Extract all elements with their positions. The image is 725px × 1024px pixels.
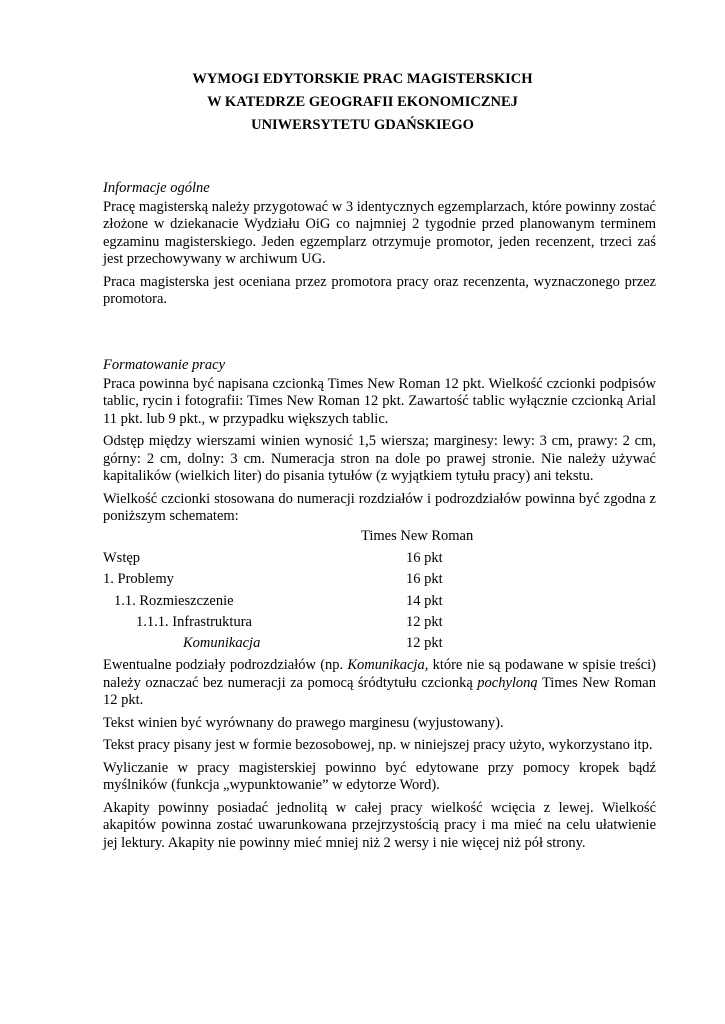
paragraph: Pracę magisterską należy przygotować w 3 identycznych egzemplarzach, które powinny zostać złożone w dziekanacie Wydziału OiG co najmniej 2 tygodnie przed planowanym terminem egzaminu magisterskiego. Jeden egzemplarz otrzymuje promotor, jeden recenzent, trzeci zaś jest przechowywany w archiwum UG. <box>103 198 656 267</box>
paragraph: Praca powinna być napisana czcionką Times New Roman 12 pkt. Wielkość czcionki podpisów tablic, rycin i fotografii: Times New Roman 12 pkt. Zawartość tablic wyłącznie czcionką Arial 11 pkt. lub 9 pkt., w przypadku większych tablic. <box>103 375 656 427</box>
document-title <box>0 68 725 137</box>
paragraph: Wyliczanie w pracy magisterskiej powinno być edytowane przy pomocy kropek bądź myślników (funkcja „wypunktowanie” w edytorze Word). <box>103 759 656 793</box>
paragraph: Wielkość czcionki stosowana do numeracji rozdziałów i podrozdziałów powinna być zgodna z poniższym schematem: <box>103 490 656 524</box>
paragraph: Praca magisterska jest oceniana przez promotora pracy oraz recenzenta, wyznaczonego przez promotora. <box>103 273 656 307</box>
paragraph: Akapity powinny posiadać jednolitą w całej pracy wielkość wcięcia z lewej. Wielkość akapitów powinna zostać uwarunkowana przejrzystością pracy i ma mieć na celu ułatwienie jej lektury. Akapity nie powinny mieć mniej niż 2 wersy i nie więcej niż pół strony. <box>103 799 656 851</box>
scheme-font-header: Times New Roman <box>361 528 474 544</box>
section-format <box>103 357 656 531</box>
scheme-row-size: 16 pkt <box>406 550 443 566</box>
title-line-3: UNIWERSYTETU GDAŃSKIEGO <box>251 117 474 133</box>
title-line-1: WYMOGI EDYTORSKIE PRAC MAGISTERSKICH <box>192 71 533 87</box>
section-heading-format: Formatowanie pracy <box>103 357 226 373</box>
paragraph: Ewentualne podziały podrozdziałów (np. Komunikacja, które nie są podawane w spisie treści) należy oznaczać bez numeracji za pomocą śródtytułu czcionką pochyloną Times New Roman 12 pkt. <box>103 657 656 708</box>
section-rules <box>103 657 656 857</box>
scheme-row-size: 12 pkt <box>406 635 443 651</box>
scheme-row <box>103 614 503 634</box>
scheme-row-label: 1.1. Rozmieszczenie <box>114 593 234 609</box>
scheme-row <box>103 635 503 655</box>
scheme-row-size: 16 pkt <box>406 571 443 587</box>
scheme-row <box>103 571 503 591</box>
scheme-row <box>103 593 503 613</box>
scheme-row-label: 1.1.1. Infrastruktura <box>136 614 252 630</box>
paragraph: Odstęp między wierszami winien wynosić 1,5 wiersza; marginesy: lewy: 3 cm, prawy: 2 cm, górny: 2 cm, dolny: 3 cm. Numeracja stron na dole po prawej stronie. Nie należy używać kapitalików (wielkich liter) do pisania tytułów (z wyjątkiem tytułu pracy) ani tekstu. <box>103 433 656 484</box>
scheme-row-label: Wstęp <box>103 550 141 566</box>
scheme-row-size: 14 pkt <box>406 593 443 609</box>
paragraph: Tekst pracy pisany jest w formie bezosobowej, np. w niniejszej pracy użyto, wykorzystano itp. <box>103 737 653 753</box>
section-heading-general: Informacje ogólne <box>103 180 210 196</box>
section-general <box>103 180 656 314</box>
scheme-row <box>103 550 503 570</box>
scheme-row-size: 12 pkt <box>406 614 443 630</box>
paragraph: Tekst winien być wyrównany do prawego marginesu (wyjustowany). <box>103 714 504 731</box>
title-line-2: W KATEDRZE GEOGRAFII EKONOMICZNEJ <box>207 94 518 110</box>
scheme-row-label: 1. Problemy <box>103 571 174 587</box>
scheme-row-label: Komunikacja <box>183 635 261 651</box>
